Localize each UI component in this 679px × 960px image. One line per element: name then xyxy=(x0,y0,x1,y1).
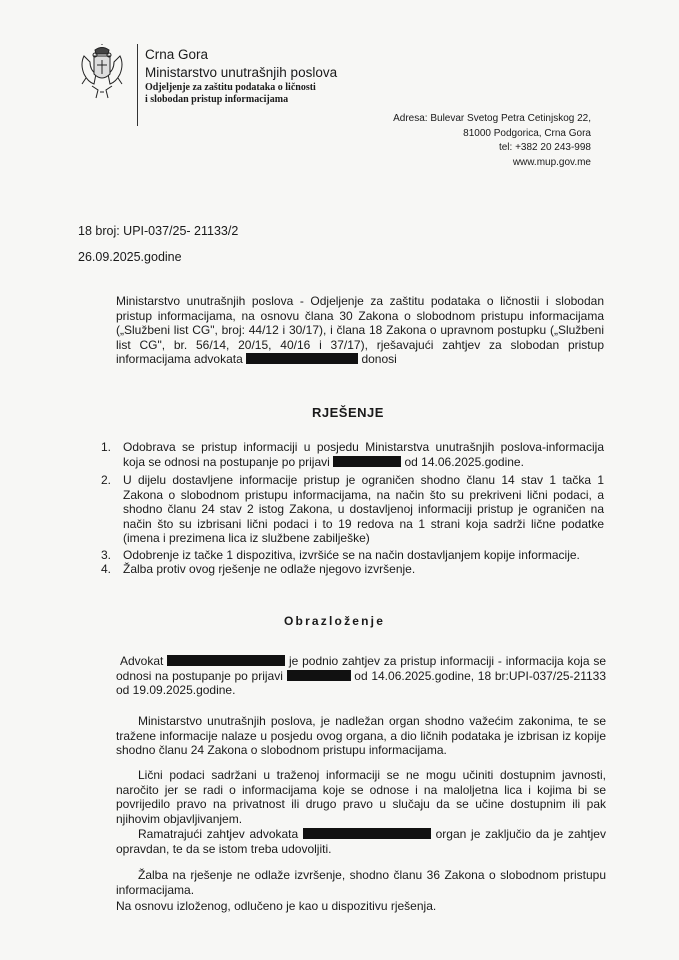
redaction-bar xyxy=(333,456,401,467)
reasoning-paragraph-3: Lični podaci sadržani u traženoj informaciji se ne mogu učiniti dostupnim javnosti, naročito jer se radi o informacijama koje se odnose i na maloljetna lica i kojima bi se povrijedilo pravo na privatnost ili drugo pravo u slučaju da se učine dostupnim ili pak njihovim objavljivanjem. xyxy=(116,768,606,826)
reasoning-title: Obrazloženje xyxy=(284,614,386,628)
ministry-name: Ministarstvo unutrašnjih poslova xyxy=(145,65,338,80)
website: www.mup.gov.me xyxy=(512,156,591,168)
redaction-bar xyxy=(303,828,431,839)
redaction-bar xyxy=(287,670,351,681)
address-line1: Adresa: Bulevar Svetog Petra Cetinjskog 22, xyxy=(393,113,591,124)
reasoning-paragraph-2: Ministarstvo unutrašnjih poslova, je nadležan organ shodno važećim zakonima, te se tražene informacije nalaze u posjedu ovog organa, a dio ličnih podataka je izbrisan iz kopije shodno članu 24 Zakona o slobodnom pristupu informacijama. xyxy=(116,714,606,757)
intro-advokata: advokata xyxy=(194,352,243,366)
institution-header xyxy=(145,46,337,106)
header-divider xyxy=(137,44,138,126)
contact-block xyxy=(393,112,591,170)
coat-of-arms-icon xyxy=(78,44,126,102)
reference-number: 18 broj: UPI-037/25- 21133/2 xyxy=(78,224,239,238)
resolution-items xyxy=(101,440,604,577)
reasoning-paragraph-6: Na osnovu izloženog, odlučeno je kao u dispozitivu rješenja. xyxy=(116,899,437,913)
address-line2: 81000 Podgorica, Crna Gora xyxy=(463,127,591,139)
intro-donosi: donosi xyxy=(361,352,397,366)
reasoning-paragraph-4: Ramatrajući zahtjev advokata organ je zaključio da je zahtjev opravdan, te da se istom treba udovoljiti. xyxy=(116,827,606,856)
resolution-item: 4. Žalba protiv ovog rješenje ne odlaže njegovo izvršenje. xyxy=(101,562,416,576)
redaction-bar xyxy=(246,353,358,364)
phone: tel: +382 20 243-998 xyxy=(498,142,591,153)
department-name-line2: i slobodan pristup informacijama xyxy=(145,94,289,105)
reasoning-paragraph-5: Žalba na rješenje ne odlaže izvršenje, shodno članu 36 Zakona o slobodnom pristupu informacijama. xyxy=(116,868,606,897)
department-name-line1: Odjeljenje za zaštitu podataka o ličnosti xyxy=(145,82,316,93)
intro-text: Ministarstvo unutrašnjih poslova - Odjeljenje za zaštitu podataka o ličnostii i slobodan pristup informacijama, na osnovu člana 30 Zakona o slobodnom pristupu informacijama („Službeni list CG", broj: 44/12 i 30/17), i člana 18 Zakona o upravnom postupku („Službeni list CG", br. 56/14, 20/15, 40/16 i 37/17), rješavajući zahtjev za slobodan pristup informacijama xyxy=(116,294,604,366)
country-name: Crna Gora xyxy=(145,47,209,62)
resolution-title: RJEŠENJE xyxy=(312,405,384,420)
redaction-bar xyxy=(167,655,285,666)
intro-paragraph xyxy=(116,294,604,367)
reasoning-paragraph-1: Advokat je podnio zahtjev za pristup informaciji - informacija koja se odnosi na postupanje po prijavi od 14.06.2025.godine, 18 br:UPI-037/25-21133 od 19.09.2025.godine. xyxy=(116,654,607,697)
resolution-item: 1. Odobrava se pristup informaciji u posjedu Ministarstva unutrašnjih poslova-informacija koja se odnosi na postupanje po prijavi od 14.06.2025.godine. xyxy=(101,440,604,469)
resolution-item: 2. U dijelu dostavljene informacije pristup je ograničen shodno članu 14 stav 1 tačka 1 Zakona o slobodnom pristupu informacijama, na način što su prekriveni lični podaci, a shodno članu 24 stav 2 istog Zakona, u dostavljenoj informaciji pristup je ograničen na način što su izbrisani lični podaci i to 19 redova na 1 strani koja sadrži lične podatke (imena i prezimena lica iz službene zabilješke) xyxy=(101,473,604,545)
document-date: 26.09.2025.godine xyxy=(78,250,182,264)
resolution-item: 3. Odobrenje iz tačke 1 dispozitiva, izvršiće se na način dostavljanjem kopije informacije. xyxy=(101,547,580,562)
